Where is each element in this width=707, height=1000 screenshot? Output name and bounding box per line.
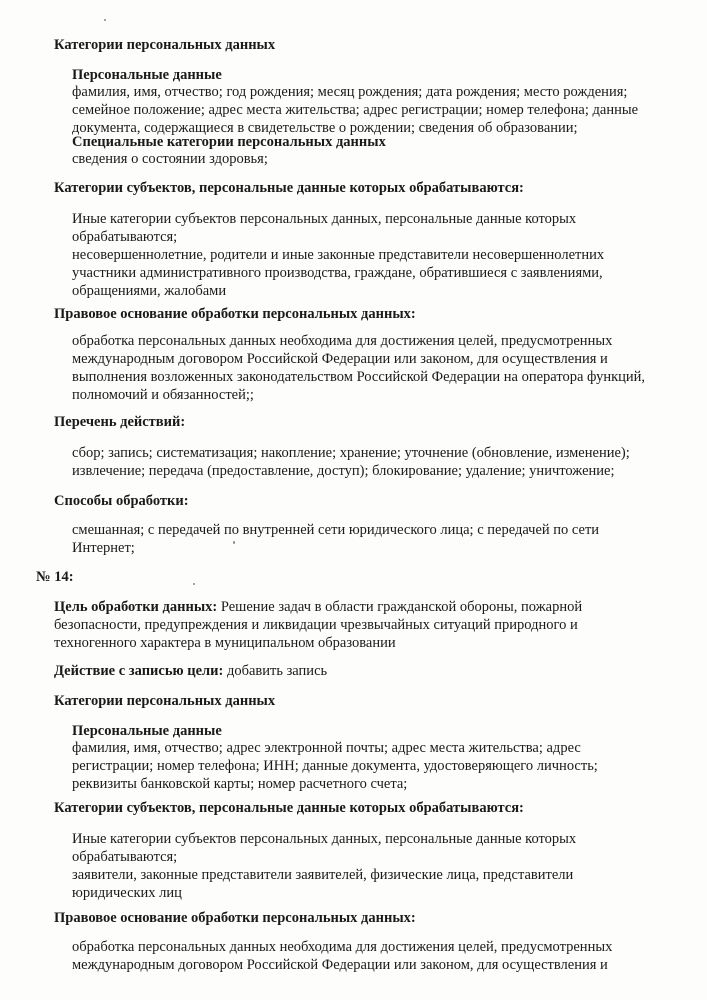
categories-heading-2: Категории персональных данных <box>54 693 276 709</box>
personal-data-text-1 <box>72 83 638 137</box>
text-line: обработка персональных данных необходима для достижения целей, предусмотренных <box>72 333 613 349</box>
record-number: № 14: <box>36 569 74 585</box>
text-line: выполнения возложенных законодательством Российской Федерации на оператора функций, <box>72 369 646 385</box>
text-line: документа, содержащиеся в свидетельстве о рождении; сведения об образовании; <box>72 120 578 136</box>
goal-label: Цель обработки данных: <box>54 599 218 615</box>
text-line: несовершеннолетние, родители и иные законные представители несовершеннолетних <box>72 247 605 263</box>
goal-first-text: Решение задач в области гражданской обороны, пожарной <box>217 599 583 615</box>
subjects-text-2 <box>72 830 576 902</box>
legal-basis-heading-1: Правовое основание обработки персональных данных: <box>54 306 416 322</box>
text-line: международным договором Российской Федерации или законом, для осуществления и <box>72 351 608 367</box>
text-line: реквизиты банковской карты; номер расчетного счета; <box>72 776 408 792</box>
personal-data-text-2 <box>72 739 598 793</box>
text-line: сбор; запись; систематизация; накопление; хранение; уточнение (обновление, изменение); <box>72 445 630 461</box>
special-categories-heading: Специальные категории персональных данных <box>72 134 386 150</box>
goal-paragraph <box>54 598 582 652</box>
methods-heading: Способы обработки: <box>54 493 189 509</box>
categories-heading-1: Категории персональных данных <box>54 37 276 53</box>
personal-data-heading-2: Персональные данные <box>72 723 222 739</box>
text-line: Иные категории субъектов персональных данных, персональные данные которых <box>72 211 577 227</box>
actions-text <box>72 444 630 480</box>
methods-text <box>72 521 599 557</box>
special-categories-text: сведения о состоянии здоровья; <box>72 151 268 167</box>
text-line: безопасности, предупреждения и ликвидации чрезвычайных ситуаций природного и <box>54 617 578 633</box>
text-line: заявители, законные представители заявителей, физические лица, представители <box>72 867 574 883</box>
text-line: обработка персональных данных необходима для достижения целей, предусмотренных <box>72 939 613 955</box>
legal-basis-text-2 <box>72 938 612 974</box>
text-line: обрабатываются; <box>72 849 178 865</box>
text-line: Иные категории субъектов персональных данных, персональные данные которых <box>72 831 577 847</box>
scan-speck <box>104 19 106 21</box>
text-line: обращениями, жалобами <box>72 283 227 299</box>
text-line: международным договором Российской Федерации или законом, для осуществления и <box>72 957 608 973</box>
text-line: обрабатываются; <box>72 229 178 245</box>
text-line: регистрации; номер телефона; ИНН; данные документа, удостоверяющего личность; <box>72 758 598 774</box>
scan-speck <box>233 541 235 544</box>
goal-first-line <box>54 598 582 616</box>
action-value: добавить запись <box>223 663 328 679</box>
action-paragraph <box>54 662 327 680</box>
actions-heading: Перечень действий: <box>54 414 186 430</box>
subjects-text-1 <box>72 210 604 300</box>
text-line: Интернет; <box>72 540 135 556</box>
action-label: Действие с записью цели: <box>54 663 224 679</box>
text-line: фамилия, имя, отчество; адрес электронной почты; адрес места жительства; адрес <box>72 740 581 756</box>
text-line: смешанная; с передачей по внутренней сети юридического лица; с передачей по сети <box>72 522 600 538</box>
personal-data-heading-1: Персональные данные <box>72 67 222 83</box>
text-line: семейное положение; адрес места жительства; адрес регистрации; номер телефона; данные <box>72 102 639 118</box>
text-line: юридических лиц <box>72 885 182 901</box>
text-line: фамилия, имя, отчество; год рождения; месяц рождения; дата рождения; место рождения; <box>72 84 628 100</box>
legal-basis-heading-2: Правовое основание обработки персональных данных: <box>54 910 416 926</box>
subjects-heading-1: Категории субъектов, персональные данные которых обрабатываются: <box>54 180 524 196</box>
scan-speck <box>193 583 195 585</box>
subjects-heading-2: Категории субъектов, персональные данные которых обрабатываются: <box>54 800 524 816</box>
legal-basis-text-1 <box>72 332 645 404</box>
text-line: извлечение; передача (предоставление, доступ); блокирование; удаление; уничтожение; <box>72 463 615 479</box>
text-line: участники административного производства, граждане, обратившиеся с заявлениями, <box>72 265 603 281</box>
text-line: техногенного характера в муниципальном образовании <box>54 635 396 651</box>
text-line: полномочий и обязанностей;; <box>72 387 254 403</box>
